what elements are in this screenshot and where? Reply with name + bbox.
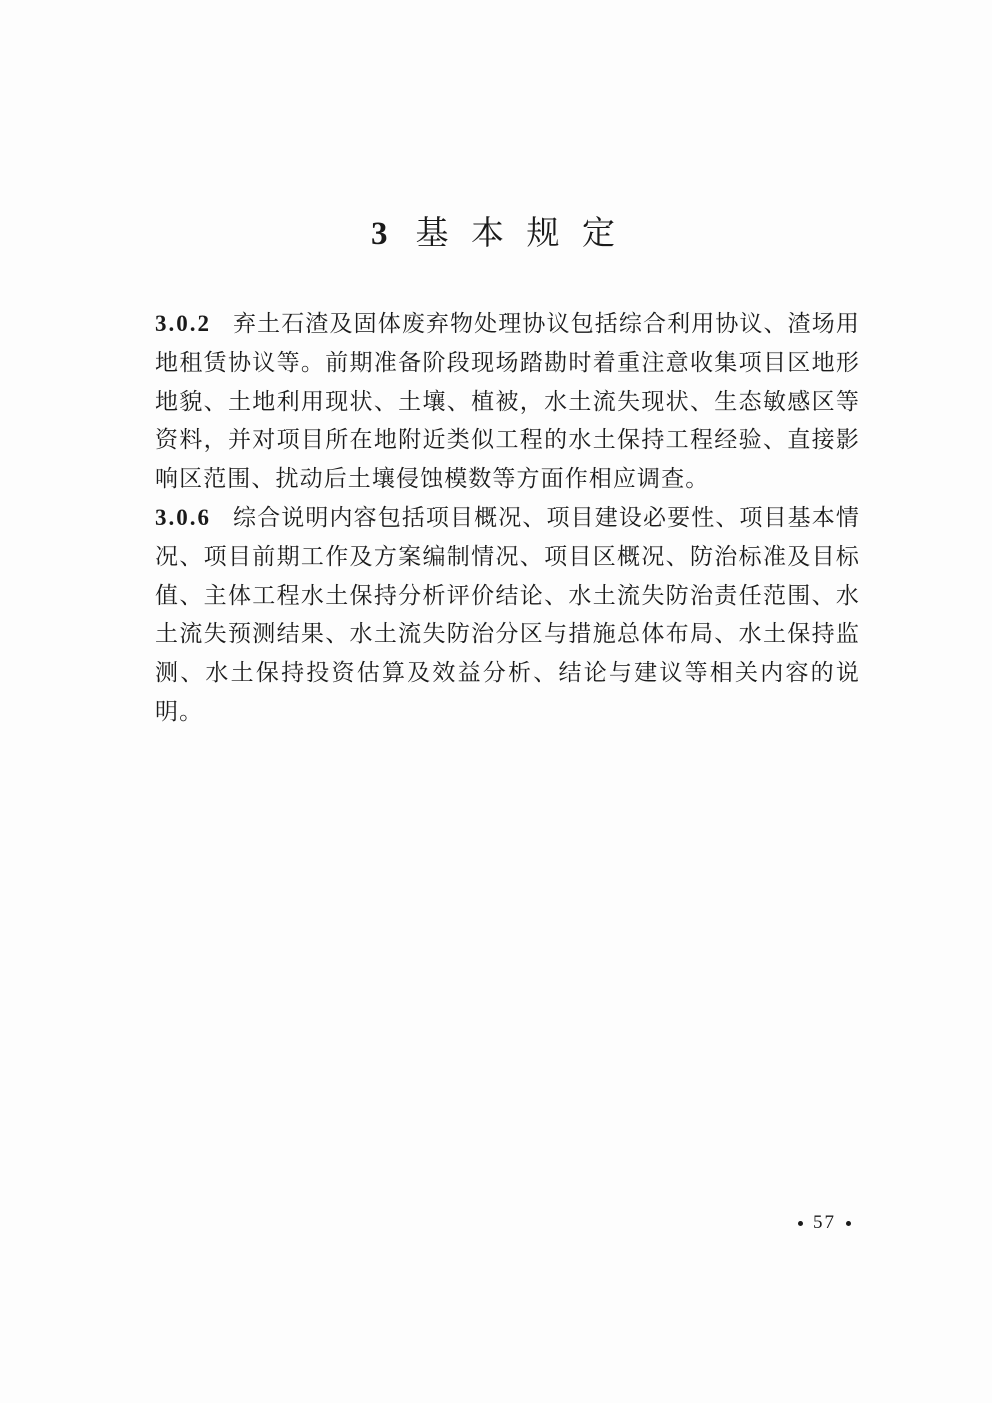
clause-number: 3.0.6 bbox=[155, 504, 211, 530]
chapter-title: 基 本 规 定 bbox=[415, 213, 621, 253]
page-number-value: 57 bbox=[813, 1212, 836, 1233]
clause-3-0-6 bbox=[155, 499, 860, 732]
clause-number: 3.0.2 bbox=[155, 311, 211, 336]
bullet-dot-icon bbox=[798, 1221, 803, 1226]
clause-text: 弃土石渣及固体废弃物处理协议包括综合利用协议、渣场用地租赁协议等。前期准备阶段现场踏勘时着重注意收集项目区地形地貌、土地利用现状、土壤、植被，水土流失现状、生态敏感区等资料，并对项目所在地附近类似工程的水土保持工程经验、直接影响区范围、扰动后土壤侵蚀模数等方面作相应调查。 bbox=[155, 311, 860, 493]
body-text bbox=[155, 305, 860, 732]
clause-3-0-2 bbox=[155, 305, 860, 499]
chapter-number: 3 bbox=[371, 216, 394, 253]
bullet-dot-icon bbox=[846, 1221, 851, 1226]
chapter-heading bbox=[0, 207, 992, 254]
clause-text: 综合说明内容包括项目概况、项目建设必要性、项目基本情况、项目前期工作及方案编制情况、项目区概况、防治标准及目标值、主体工程水土保持分析评价结论、水土流失防治责任范围、水土流失预测结果、水土流失防治分区与措施总体布局、水土保持监测、水土保持投资估算及效益分析、结论与建议等相关内容的说明。 bbox=[155, 504, 860, 725]
page-number bbox=[788, 1212, 861, 1234]
